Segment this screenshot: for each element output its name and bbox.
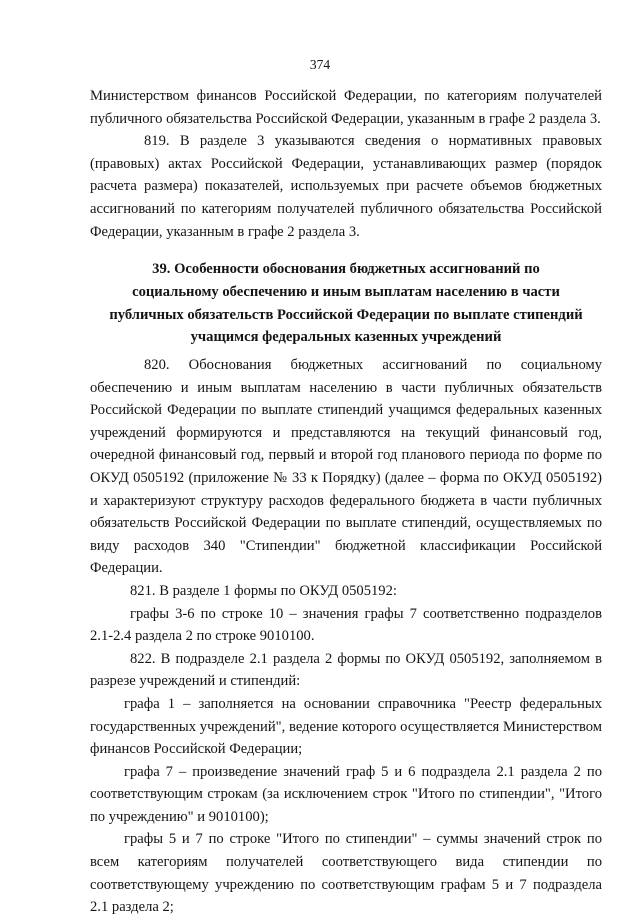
top-text-block — [90, 85, 602, 243]
paragraph-821: 821. В разделе 1 формы по ОКУД 0505192: — [130, 582, 397, 599]
paragraph-822-graph1: графа 1 – заполняется на основании справочника "Реестр федеральных государственных учреждений", ведение которого осуществляется Министерством финансов Российской Федерации; — [90, 695, 602, 758]
paragraph-820: 820. Обоснования бюджетных ассигнований по социальному обеспечению и иным выплатам населению в части публичных обязательств Российской Федерации по выплате стипендий учащимся федеральных казенных учреждений формируются и представляются на текущий финансовый год, очередной финансовый год, первый и второй год планового периода по форме по ОКУД 0505192 (приложение № 33 к Порядку) (далее – форма по ОКУД 0505192) и характеризуют структуру расходов федерального бюджета в части публичных обязательств Российской Федерации по выплате стипендий, осуществляемых по виду расходов 340 "Стипендии" бюджетной классификации Российской Федерации. — [90, 357, 602, 577]
heading-line: публичных обязательств Российской Федерации по выплате стипендий — [109, 306, 583, 323]
heading-line: социальному обеспечению и иным выплатам населению в части — [132, 283, 560, 300]
paragraph-821-item: графы 3-6 по строке 10 – значения графы 7 соответственно подразделов 2.1-2.4 раздела 2 по строке 9010100. — [90, 605, 602, 645]
paragraph-822: 822. В подразделе 2.1 раздела 2 формы по ОКУД 0505192, заполняемом в разрезе учреждений и стипендий: — [90, 650, 602, 690]
heading-line: 39. Особенности обоснования бюджетных ассигнований по — [152, 261, 540, 277]
paragraph-continuation: Министерством финансов Российской Федерации, по категориям получателей публичного обязательства Российской Федерации, указанным в графе 2 раздела 3. — [90, 88, 602, 127]
main-text-block — [90, 354, 602, 919]
page-number: 374 — [309, 57, 331, 72]
section-heading — [90, 258, 602, 349]
paragraph-819: 819. В разделе 3 указываются сведения о нормативных правовых (правовых) актах Российской Федерации, устанавливающих размер (порядок расчета размера) показателей, используемых при расчете объемов бюджетных ассигнований по категориям получателей публичного обязательства Российской Федерации, указанным в графе 2 раздела 3. — [90, 133, 602, 240]
paragraph-822-graphs5-7: графы 5 и 7 по строке "Итого по стипендии" – суммы значений строк по всем категориям получателей соответствующего вида стипендии по соответствующему учреждению по соответствующим графам 5 и 7 подраздела 2.1 раздела 2; — [90, 831, 602, 916]
heading-line: учащимся федеральных казенных учреждений — [190, 329, 502, 346]
paragraph-822-graph7: графа 7 – произведение значений граф 5 и 6 подраздела 2.1 раздела 2 по соответствующим строкам (за исключением строк "Итого по стипендии", "Итого по учреждению" и 9010100); — [90, 763, 602, 825]
